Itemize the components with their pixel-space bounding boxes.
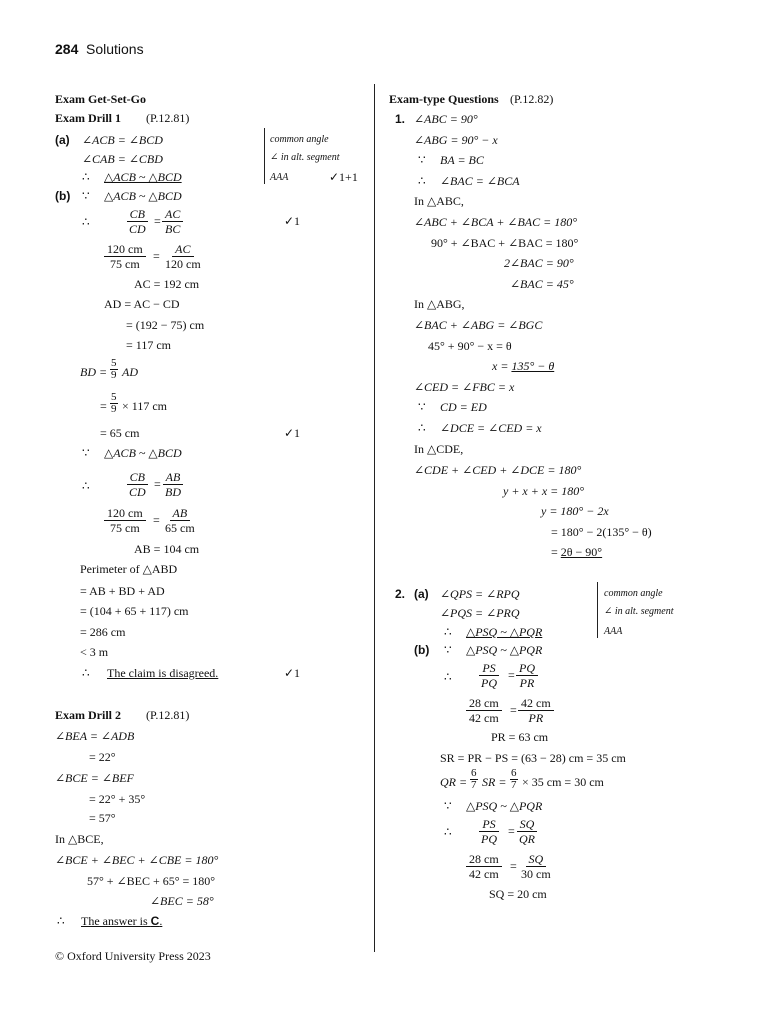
therefore-symbol: ∴ <box>82 666 90 680</box>
drill2-step-5: = 57° <box>89 811 116 825</box>
fraction-6-7: 6 7 <box>471 767 477 791</box>
therefore-symbol: ∴ <box>418 174 426 188</box>
because-symbol: ∵ <box>82 189 90 203</box>
q1-step-5: In △ABC, <box>414 194 464 208</box>
therefore-symbol: ∴ <box>444 825 452 839</box>
similar-triangles: △ACB ~ △BCD <box>104 446 182 460</box>
question-1-number: 1. <box>395 112 406 126</box>
reason-3: AAA <box>270 172 289 183</box>
q1-step-10: In △ABG, <box>414 297 465 311</box>
qr-lhs: QR = <box>440 775 468 789</box>
step-a1: ∠ACB = ∠BCD <box>82 133 163 147</box>
perimeter-step-1: = AB + BD + AD <box>80 584 165 598</box>
drill2-title: Exam Drill 2 <box>55 708 121 722</box>
bd-rhs: AD <box>122 365 138 379</box>
claim-conclusion: The claim is disagreed. <box>107 666 219 680</box>
step-sr: SR = PR − PS = (63 − 28) cm = 35 cm <box>440 751 626 765</box>
reason-bar <box>264 128 265 184</box>
q1-step-6: ∠ABC + ∠BCA + ∠BAC = 180° <box>414 215 578 229</box>
q1-step-12: 45° + 90° − x = θ <box>428 339 512 353</box>
equals-sign: = <box>508 824 515 838</box>
drill2-step-4: = 22° + 35° <box>89 792 146 806</box>
equals-sign: = <box>153 513 160 527</box>
fraction-cb-cd: $\frac{CB}{CD}$ <box>126 207 149 236</box>
bd-lhs: BD = <box>80 365 108 379</box>
fraction-5-9-b: 5 9 <box>111 391 117 415</box>
q2-part-b-label: (b) <box>414 643 430 657</box>
equals-sign: = <box>153 249 160 263</box>
equals-sign: = <box>508 668 515 682</box>
fraction-42-pr: $\frac{42 cm}{PR}$ <box>518 696 554 725</box>
therefore-symbol: ∴ <box>444 625 452 639</box>
exam-type-title: Exam-type Questions <box>389 92 499 106</box>
reason-2: ∠ in alt. segment <box>604 606 674 617</box>
q1-step-18: ∠CDE + ∠CED + ∠DCE = 180° <box>414 463 582 477</box>
qr-rhs: × 35 cm = 30 cm <box>522 775 604 789</box>
because-symbol: ∵ <box>444 643 452 657</box>
drill1-ref: (P.12.81) <box>146 111 190 125</box>
equals-sign: = <box>510 859 517 873</box>
drill2-step-8: 57° + ∠BEC + 65° = 180° <box>87 874 216 888</box>
q2-similar-triangles-2: △PSQ ~ △PQR <box>466 799 543 813</box>
fraction-sq-30: $\frac{SQ}{30 cm}$ <box>521 852 551 881</box>
equals-sign: = <box>154 214 161 228</box>
fraction-cb-cd-b: $\frac{CB}{CD}$ <box>126 470 149 499</box>
fraction-ab-65: $\frac{AB}{65 cm}$ <box>165 506 195 535</box>
q1-step-21: = 180° − 2(135° − θ) <box>551 525 652 539</box>
bd2-rhs: × 117 cm <box>122 399 167 413</box>
page-number: 284 <box>55 41 79 57</box>
exam-type-ref: (P.12.82) <box>510 92 554 106</box>
reason-1: common angle <box>604 588 663 599</box>
reason-2: ∠ in alt. segment <box>270 152 340 163</box>
final-answer: The answer is C. <box>81 914 163 928</box>
therefore-symbol: ∴ <box>82 479 90 493</box>
qr-mid: SR = <box>482 775 507 789</box>
q1-step-19: y + x + x = 180° <box>503 484 585 498</box>
drill1-title: Exam Drill 1 <box>55 111 121 125</box>
q1-step-17: In △CDE, <box>414 442 464 456</box>
therefore-symbol: ∴ <box>57 914 65 928</box>
result-sq: SQ = 20 cm <box>489 887 547 901</box>
step-a2: ∠CAB = ∠CBD <box>82 152 163 166</box>
fraction-120-75-b: $\frac{120 cm}{75 cm}$ <box>104 506 146 535</box>
q1-step-7: 90° + ∠BAC + ∠BAC = 180° <box>431 236 579 250</box>
q1-step-15: CD = ED <box>440 400 487 414</box>
q1-step-9: ∠BAC = 45° <box>510 277 574 291</box>
fraction-ac-120: $\frac{AC}{120 cm}$ <box>165 242 201 271</box>
because-symbol: ∵ <box>82 446 90 460</box>
q1-step-1: ∠ABC = 90° <box>414 112 478 126</box>
q2-step-2: ∠PQS = ∠PRQ <box>440 606 520 620</box>
step-a3: △ACB ~ △BCD <box>104 170 182 184</box>
copyright: © Oxford University Press 2023 <box>55 949 211 963</box>
q1-step-3: BA = BC <box>440 153 484 167</box>
fraction-5-9: 5 9 <box>111 357 117 381</box>
q2-step-3: △PSQ ~ △PQR <box>466 625 543 639</box>
perimeter-label: Perimeter of △ABD <box>80 562 178 576</box>
reason-1: common angle <box>270 134 329 145</box>
fraction-6-7-b: 6 7 <box>511 767 517 791</box>
column-divider <box>374 84 375 952</box>
reason-3: AAA <box>604 626 623 637</box>
result-pr: PR = 63 cm <box>491 730 549 744</box>
result-bd: = 65 cm <box>100 426 140 440</box>
question-2-number: 2. <box>395 587 406 601</box>
therefore-symbol: ∴ <box>82 215 90 229</box>
drill2-ref: (P.12.81) <box>146 708 190 722</box>
drill2-step-2: = 22° <box>89 750 116 764</box>
q1-step-11: ∠BAC + ∠ABG = ∠BGC <box>414 318 543 332</box>
q1-step-20: y = 180° − 2x <box>541 504 609 518</box>
perimeter-step-4: < 3 m <box>80 645 109 659</box>
mark-3: ✓1 <box>284 666 301 680</box>
page-section: Solutions <box>86 41 144 57</box>
drill2-step-6: In △BCE, <box>55 832 104 846</box>
fraction-pq-pr: $\frac{PQ}{PR}$ <box>516 661 538 690</box>
q1-step-13: x = 135° − θ <box>492 359 555 373</box>
result-ac: AC = 192 cm <box>134 277 200 291</box>
step-b1: △ACB ~ △BCD <box>104 189 182 203</box>
fraction-sq-qr: $\frac{SQ}{QR}$ <box>516 817 538 846</box>
because-symbol: ∵ <box>444 799 452 813</box>
q1-step-16: ∠DCE = ∠CED = x <box>440 421 542 435</box>
result-ab: AB = 104 cm <box>134 542 200 556</box>
fraction-28-42: $\frac{28 cm}{42 cm}$ <box>466 696 502 725</box>
part-a-label: (a) <box>55 133 70 147</box>
perimeter-step-2: = (104 + 65 + 117) cm <box>80 604 189 618</box>
reason-bar <box>597 582 598 638</box>
q1-step-4: ∠BAC = ∠BCA <box>440 174 520 188</box>
perimeter-step-3: = 286 cm <box>80 625 126 639</box>
q2-similar-triangles: △PSQ ~ △PQR <box>466 643 543 657</box>
drill2-step-1: ∠BEA = ∠ADB <box>55 729 135 743</box>
q2-step-1: ∠QPS = ∠RPQ <box>440 587 520 601</box>
q1-step-14: ∠CED = ∠FBC = x <box>414 380 515 394</box>
drill2-step-7: ∠BCE + ∠BEC + ∠CBE = 180° <box>55 853 219 867</box>
drill2-step-9: ∠BEC = 58° <box>150 894 214 908</box>
fraction-ab-bd: $\frac{AB}{BD}$ <box>162 470 184 499</box>
mark-a: ✓1+1 <box>329 170 358 184</box>
therefore-symbol: ∴ <box>418 421 426 435</box>
mark-1: ✓1 <box>284 214 301 228</box>
because-symbol: ∵ <box>418 153 426 167</box>
q1-step-22: = 2θ − 90° <box>551 545 603 559</box>
fraction-ps-pq-b: $\frac{PS}{PQ}$ <box>481 817 497 846</box>
fraction-120-75: $\frac{120 cm}{75 cm}$ <box>104 242 146 271</box>
q1-step-8: 2∠BAC = 90° <box>504 256 574 270</box>
q2-part-a-label: (a) <box>414 587 429 601</box>
mark-2: ✓1 <box>284 426 301 440</box>
equals-sign: = <box>510 703 517 717</box>
q1-step-2: ∠ABG = 90° − x <box>414 133 498 147</box>
section-title: Exam Get-Set-Go <box>55 92 146 106</box>
step-ad2: = (192 − 75) cm <box>126 318 205 332</box>
fraction-28-42-b: $\frac{28 cm}{42 cm}$ <box>466 852 502 881</box>
equals-sign: = <box>154 477 161 491</box>
part-b-label: (b) <box>55 189 71 203</box>
therefore-symbol: ∴ <box>444 670 452 684</box>
therefore-symbol: ∴ <box>82 170 90 184</box>
fraction-ps-pq: $\frac{PS}{PQ}$ <box>481 661 497 690</box>
step-ad3: = 117 cm <box>126 338 171 352</box>
drill2-step-3: ∠BCE = ∠BEF <box>55 771 134 785</box>
fraction-ac-bc: $\frac{AC}{BC}$ <box>162 207 183 236</box>
step-ad1: AD = AC − CD <box>104 297 180 311</box>
bd2-lhs: = <box>100 399 107 413</box>
because-symbol: ∵ <box>418 400 426 414</box>
